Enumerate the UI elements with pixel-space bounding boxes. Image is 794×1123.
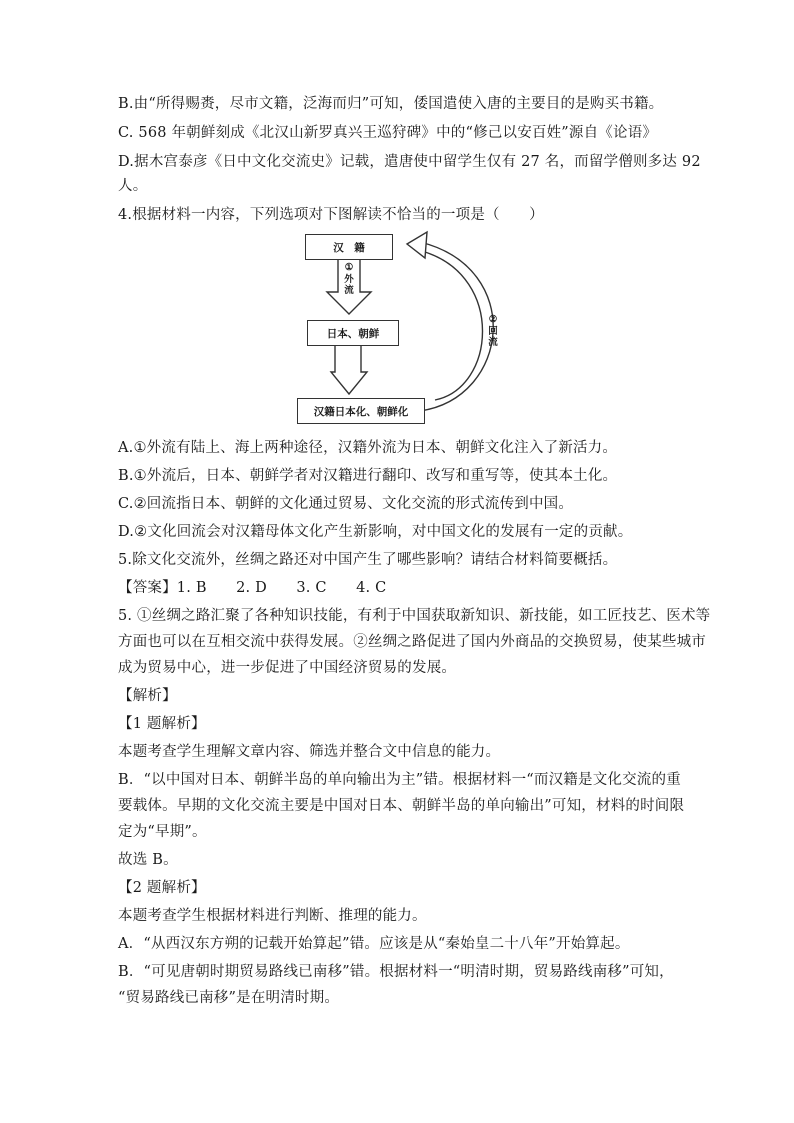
q1-line4: 定为“早期”。 [118, 824, 207, 840]
q2-line2: A．“从西汉东方朔的记载开始算起”错。应该是从“秦始皇二十八年”开始算起。 [118, 936, 630, 952]
q1-line3: 要载体。早期的文化交流主要是中国对日本、朝鲜半岛的单向输出”可知，材料的时间限 [118, 798, 685, 814]
arrow2-number: ② [488, 314, 498, 325]
arrow1-label: 外流 [344, 274, 354, 296]
analysis-heading: 【解析】 [118, 688, 177, 704]
hanji-flow-diagram [295, 228, 535, 428]
box-hanji: 汉 籍 [305, 234, 393, 260]
q1-line2: B．“以中国对日本、朝鲜半岛的单向输出为主”错。根据材料一“而汉籍是文化交流的重 [118, 772, 681, 788]
answer5-line1: 5. ①丝绸之路汇聚了各种知识技能，有利于中国获取新知识、新技能，如工匠技艺、医术等 [118, 608, 711, 624]
arrow1-number: ① [344, 262, 354, 273]
choice-d: D.②文化回流会对汉籍母体文化产生新影响，对中国文化的发展有一定的贡献。 [118, 524, 633, 540]
q1-line1: 本题考查学生理解文章内容、筛选并整合文中信息的能力。 [118, 744, 501, 760]
q2-line3: B．“可见唐朝时期贸易路线已南移”错。根据材料一“明清时期，贸易路线南移”可知， [118, 964, 674, 980]
return-arrowhead [407, 232, 427, 258]
option-d-text: D.据木宫泰彦《日中文化交流史》记载，遣唐使中留学生仅有 27 名，而留学僧则多达 92 [118, 154, 701, 170]
box-localized: 汉籍日本化、朝鲜化 [297, 398, 425, 424]
answer-key: 【答案】1. B 2. D 3. C 4. C [118, 580, 387, 596]
q2-line4: “贸易路线已南移”是在明清时期。 [118, 990, 340, 1006]
question-4: 4.根据材料一内容，下列选项对下图解读不恰当的一项是（ ） [118, 207, 544, 223]
answer5-line2: 方面也可以在互相交流中获得发展。②丝绸之路促进了国内外商品的交换贸易，使某些城市 [118, 634, 706, 650]
choice-b: B.①外流后，日本、朝鲜学者对汉籍进行翻印、改写和重写等，使其本土化。 [118, 468, 618, 484]
question-5: 5.除文化交流外，丝绸之路还对中国产生了哪些影响？请结合材料简要概括。 [118, 552, 618, 568]
answer5-line3: 成为贸易中心，进一步促进了中国经济贸易的发展。 [118, 660, 457, 676]
option-b-text: B.由“所得赐赉，尽市文籍，泛海而归”可知，倭国遣使入唐的主要目的是购买书籍。 [118, 96, 664, 112]
box-japan-korea: 日本、朝鲜 [307, 320, 399, 346]
option-c-text: C. 568 年朝鲜刻成《北汉山新罗真兴王巡狩碑》中的“修己以安百姓”源自《论语》 [118, 125, 658, 141]
q1-heading: 【1 题解析】 [118, 716, 206, 732]
q2-line1: 本题考查学生根据材料进行判断、推理的能力。 [118, 908, 427, 924]
down-arrow-2 [331, 344, 367, 394]
q1-line5: 故选 B。 [118, 852, 178, 868]
choice-c: C.②回流指日本、朝鲜的文化通过贸易、文化交流的形式流传到中国。 [118, 496, 574, 512]
q2-heading: 【2 题解析】 [118, 880, 206, 896]
choice-a: A.①外流有陆上、海上两种途径，汉籍外流为日本、朝鲜文化注入了新活力。 [118, 440, 618, 456]
option-d-text-cont: 人。 [118, 178, 148, 194]
arrow2-label: 回流 [488, 326, 498, 348]
